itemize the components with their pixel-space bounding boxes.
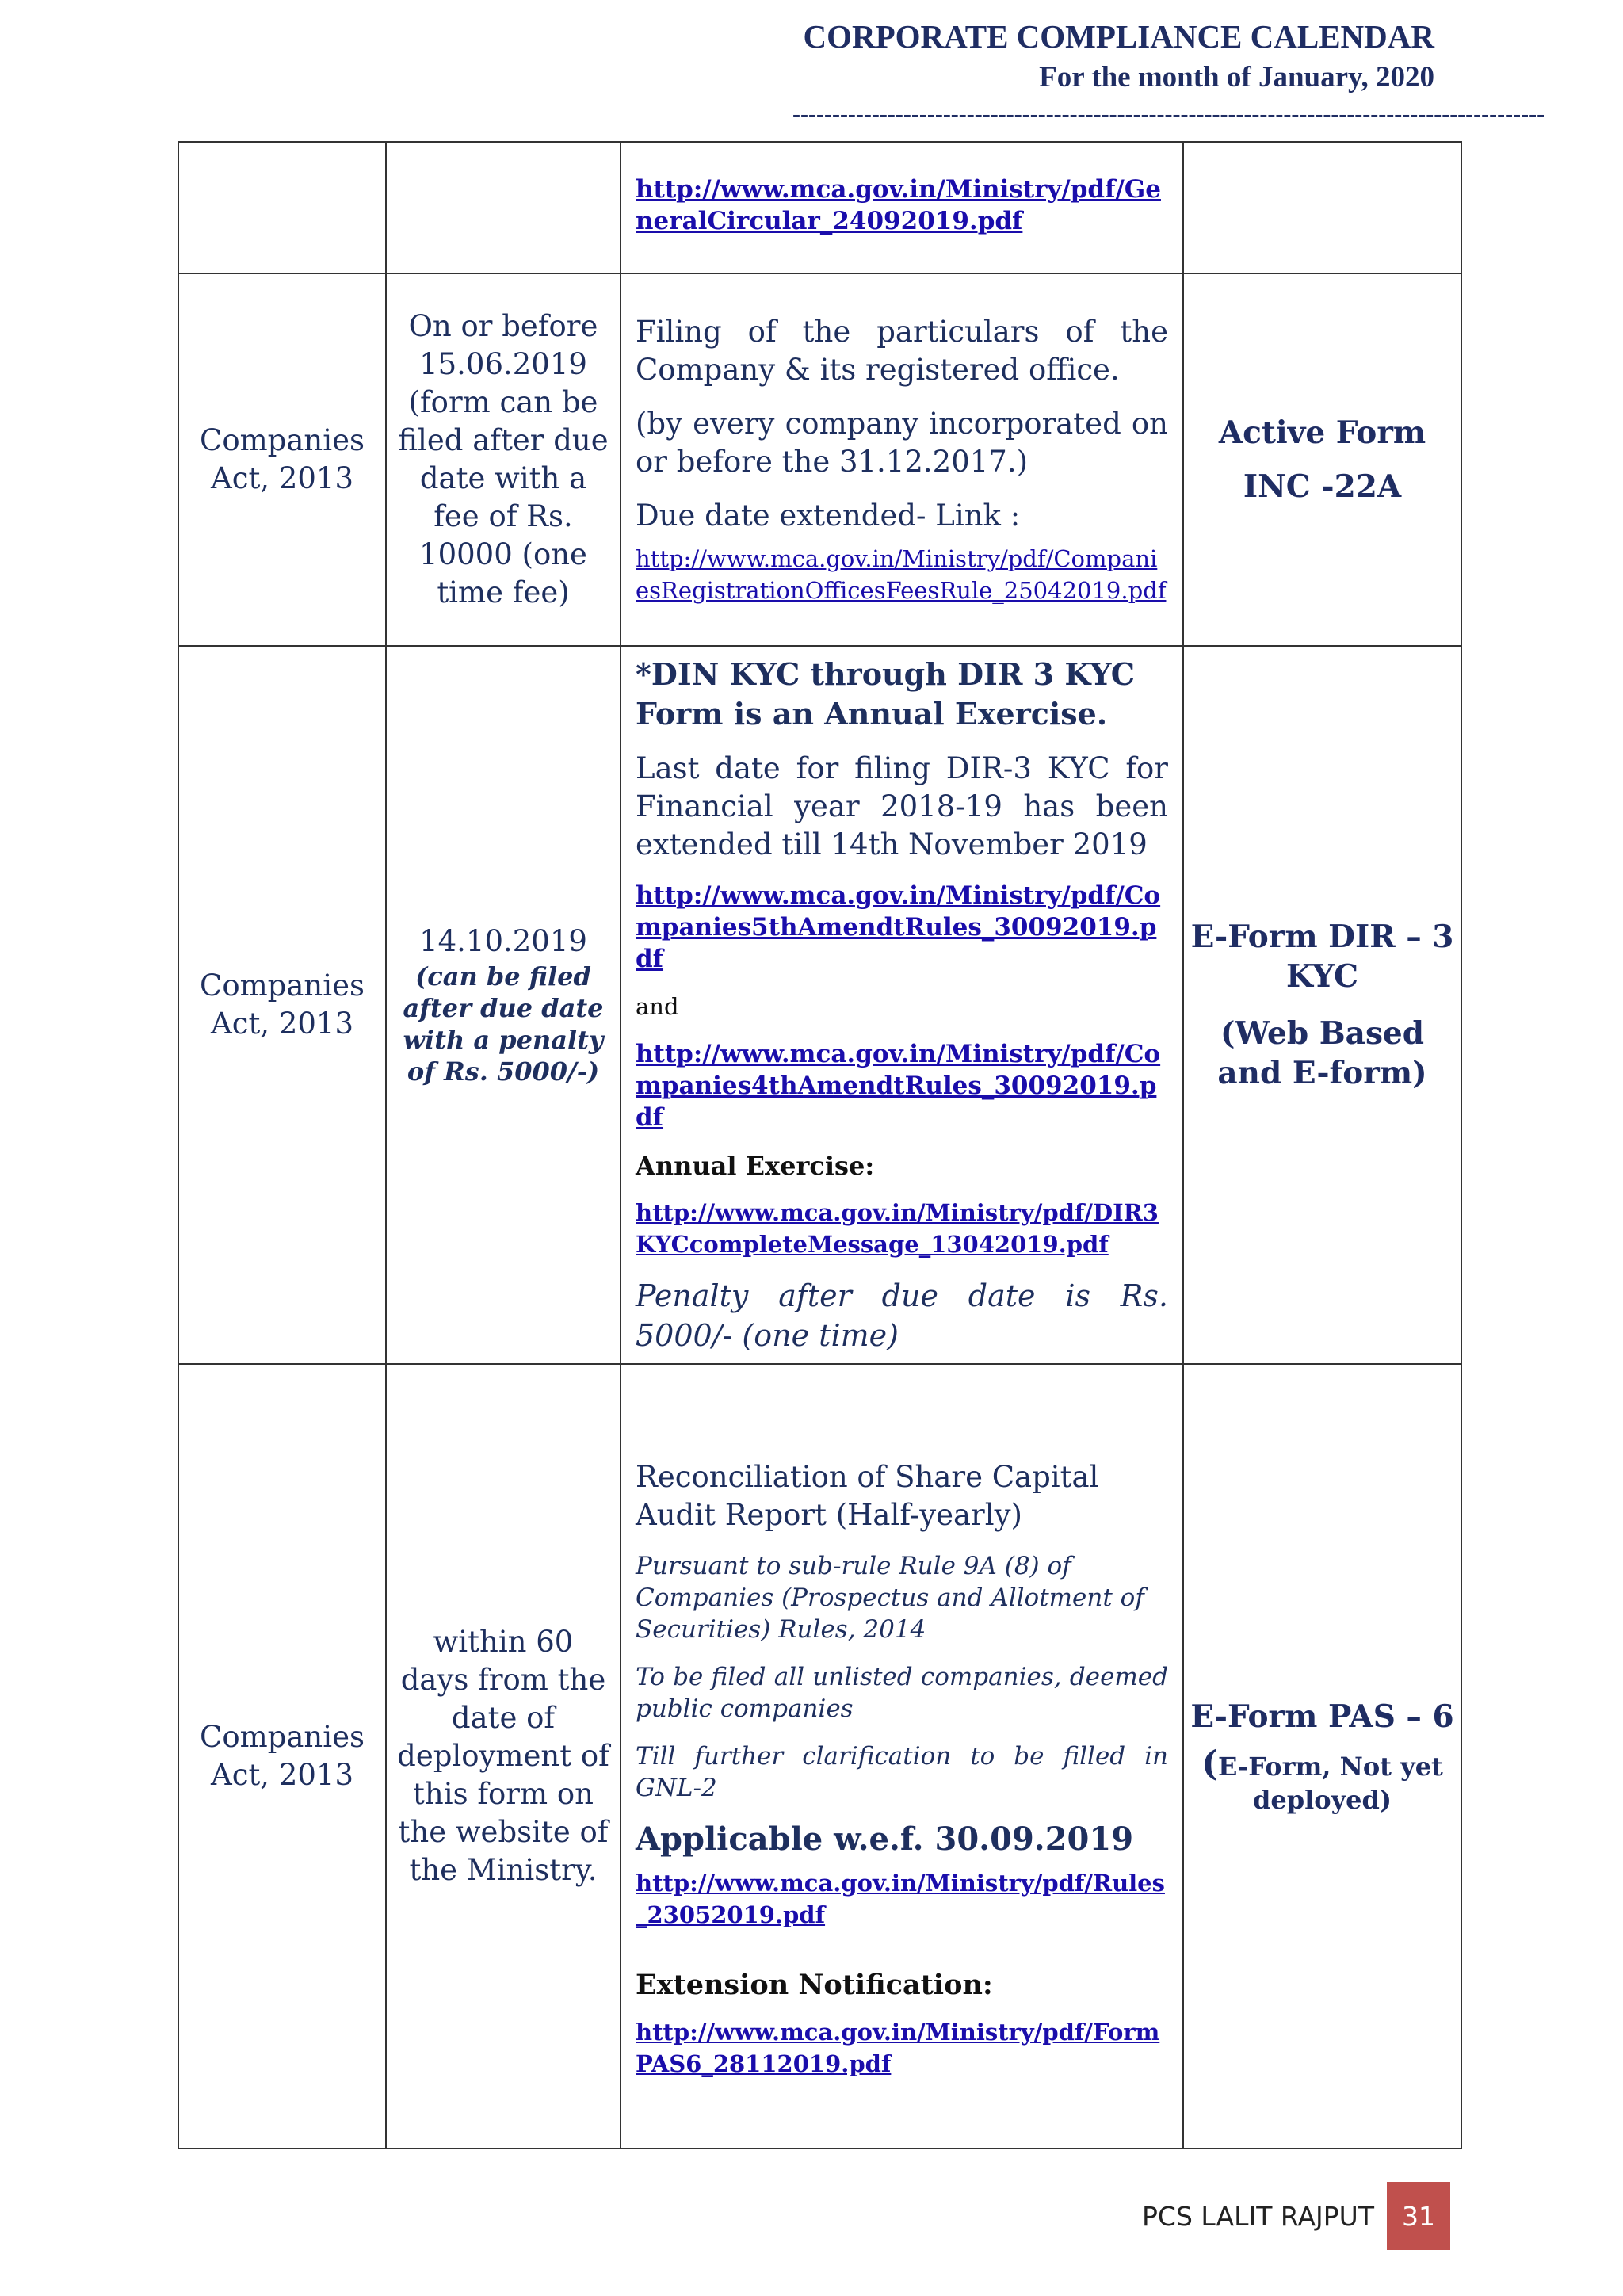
- form-status: [1184, 1743, 1461, 1817]
- act-cell: Companies Act, 2013: [178, 273, 386, 646]
- table-row: [178, 273, 1461, 646]
- fifth-amendment-link[interactable]: http://www.mca.gov.in/Ministry/pdf/Companies5thAmendtRules_30092019.pdf: [636, 881, 1161, 973]
- page-number: 31: [1387, 2182, 1450, 2250]
- form-name: E-Form DIR – 3 KYC: [1190, 919, 1454, 995]
- applicability-note: (by every company incorporated on or before the 31.12.2017.): [636, 407, 1168, 479]
- table-row: [178, 142, 1461, 273]
- form-status-text: E-Form, Not yet deployed): [1218, 1751, 1443, 1815]
- table-row: [178, 1364, 1461, 2149]
- form-cell: [1183, 273, 1461, 646]
- document-subtitle: For the month of January, 2020: [1039, 61, 1434, 94]
- form-cell: [1183, 142, 1461, 273]
- form-status-paren: (: [1201, 1743, 1218, 1784]
- rules-link[interactable]: http://www.mca.gov.in/Ministry/pdf/Rules_23052019.pdf: [636, 1870, 1165, 1928]
- circular-link[interactable]: http://www.mca.gov.in/Ministry/pdf/GeneralCircular_24092019.pdf: [636, 175, 1161, 235]
- particulars-cell: [621, 646, 1183, 1364]
- header-divider: -----------------------------------------------------------------------------------------------: [792, 101, 1545, 127]
- document-title: CORPORATE COMPLIANCE CALENDAR: [803, 18, 1434, 55]
- rule-reference: Pursuant to sub-rule Rule 9A (8) of Companies (Prospectus and Allotment of Securities) Rules, 2014: [636, 1552, 1144, 1644]
- due-date: 14.10.2019: [419, 924, 587, 958]
- kyc-extension-text: Last date for filing DIR-3 KYC for Financial year 2018-19 has been extended till 14th November 2019: [636, 751, 1168, 861]
- annual-exercise-label: Annual Exercise:: [636, 1151, 875, 1181]
- fees-rule-link[interactable]: http://www.mca.gov.in/Ministry/pdf/CompaniesRegistrationOfficesFeesRule_25042019.pdf: [636, 545, 1167, 604]
- due-date-cell: On or before 15.06.2019 (form can be filed after due date with a fee of Rs. 10000 (one time fee): [386, 273, 621, 646]
- report-title: Reconciliation of Share Capital Audit Report (Half-yearly): [636, 1460, 1099, 1532]
- form-mode: (Web Based and E-form): [1217, 1015, 1427, 1091]
- table-row: [178, 646, 1461, 1364]
- filing-description: Filing of the particulars of the Company & its registered office.: [636, 315, 1168, 387]
- page-header: [792, 16, 1545, 130]
- particulars-cell: [621, 1364, 1183, 2149]
- extension-notification-label: Extension Notification:: [636, 1969, 993, 2001]
- author-name: PCS LALIT RAJPUT: [1142, 2200, 1374, 2232]
- filer-scope: To be filed all unlisted companies, deemed public companies: [636, 1663, 1168, 1723]
- form-type: Active Form: [1218, 415, 1426, 451]
- particulars-cell: [621, 142, 1183, 273]
- due-date-cell: [386, 646, 621, 1364]
- form-name: E-Form PAS – 6: [1190, 1698, 1454, 1735]
- form-cell: [1183, 1364, 1461, 2149]
- form-pas6-link[interactable]: http://www.mca.gov.in/Ministry/pdf/FormPAS6_28112019.pdf: [636, 2019, 1160, 2077]
- due-date-cell: within 60 days from the date of deployment of this form on the website of the Ministry.: [386, 1364, 621, 2149]
- page-footer: [1142, 2182, 1450, 2250]
- kyc-message-link[interactable]: http://www.mca.gov.in/Ministry/pdf/DIR3KYCcompleteMessage_13042019.pdf: [636, 1199, 1159, 1258]
- due-date-note: (can be filed after due date with a penalty of Rs. 5000/-): [403, 961, 604, 1087]
- due-date-cell: [386, 142, 621, 273]
- act-cell: Companies Act, 2013: [178, 646, 386, 1364]
- kyc-heading: *DIN KYC through DIR 3 KYC Form is an Annual Exercise.: [636, 656, 1136, 732]
- extension-label: Due date extended- Link :: [636, 499, 1021, 533]
- penalty-note: Penalty after due date is Rs. 5000/- (one time): [636, 1278, 1168, 1353]
- form-cell: [1183, 646, 1461, 1364]
- compliance-table: [178, 141, 1462, 2149]
- act-cell: Companies Act, 2013: [178, 1364, 386, 2149]
- and-text: and: [636, 993, 679, 1020]
- act-cell: [178, 142, 386, 273]
- form-name: INC -22A: [1243, 468, 1402, 505]
- applicable-date: Applicable w.e.f. 30.09.2019: [636, 1820, 1134, 1858]
- fourth-amendment-link[interactable]: http://www.mca.gov.in/Ministry/pdf/Companies4thAmendtRules_30092019.pdf: [636, 1040, 1161, 1132]
- particulars-cell: [621, 273, 1183, 646]
- clarification-note: Till further clarification to be filled in GNL-2: [636, 1742, 1168, 1802]
